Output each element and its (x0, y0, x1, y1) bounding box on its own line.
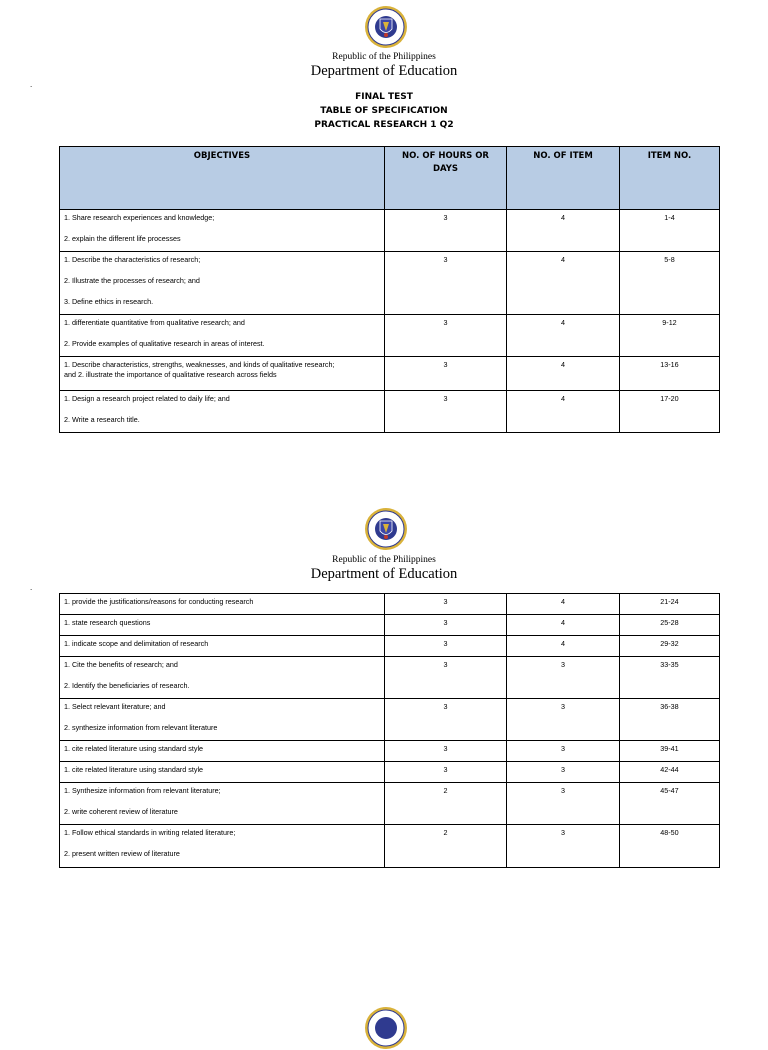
table-row (60, 783, 720, 825)
objective-text: 1. indicate scope and delimitation of research (64, 639, 209, 648)
deped-seal-icon (364, 1006, 408, 1050)
item-no-cell: 25-28 (620, 615, 720, 636)
table-row (60, 391, 720, 433)
table-row (60, 315, 720, 357)
item-no-cell: 29-32 (620, 636, 720, 657)
items-cell: 4 (507, 636, 620, 657)
table-row (60, 762, 720, 783)
hours-cell: 2 (385, 783, 507, 825)
objective-text: 1. state research questions (64, 618, 151, 627)
items-cell: 3 (507, 825, 620, 868)
objectives-cell (60, 594, 385, 615)
hours-cell: 3 (385, 762, 507, 783)
items-cell: 4 (507, 594, 620, 615)
objectives-cell (60, 741, 385, 762)
header-item-no: ITEM NO. (620, 147, 720, 210)
hours-cell: 3 (385, 615, 507, 636)
hours-cell: 3 (385, 741, 507, 762)
item-no-cell: 5-8 (620, 252, 720, 315)
header-items: NO. OF ITEM (507, 147, 620, 210)
objectives-cell (60, 315, 385, 357)
objective-text: 1. Synthesize information from relevant literature; (64, 786, 221, 795)
objectives-cell (60, 615, 385, 636)
specification-table-page-1 (59, 146, 720, 433)
objective-text: 2. present written review of literature (64, 849, 180, 858)
items-cell: 4 (507, 615, 620, 636)
header-objectives: OBJECTIVES (60, 147, 385, 210)
items-cell: 4 (507, 315, 620, 357)
hours-cell: 3 (385, 391, 507, 433)
table-row (60, 210, 720, 252)
items-cell: 4 (507, 252, 620, 315)
hours-cell: 3 (385, 594, 507, 615)
objective-text: 2. explain the different life processes (64, 234, 181, 243)
item-no-cell: 21-24 (620, 594, 720, 615)
objective-text: 1. Select relevant literature; and (64, 702, 166, 711)
title-final-test: FINAL TEST (355, 92, 413, 102)
items-cell: 3 (507, 699, 620, 741)
objectives-cell (60, 783, 385, 825)
table-row (60, 657, 720, 699)
items-cell: 4 (507, 357, 620, 391)
department-title: Department of Education (310, 63, 458, 79)
objective-text: 1. Share research experiences and knowledge; (64, 213, 215, 222)
objective-text: 2. write coherent review of literature (64, 807, 178, 816)
page-marker: . (30, 80, 33, 89)
hours-cell: 3 (385, 636, 507, 657)
deped-seal-icon (364, 5, 408, 49)
table-row (60, 825, 720, 868)
objectives-cell (60, 825, 385, 868)
page-marker: . (30, 583, 33, 592)
title-table-of-specification: TABLE OF SPECIFICATION (320, 106, 448, 116)
table-row (60, 357, 720, 391)
item-no-cell: 42-44 (620, 762, 720, 783)
items-cell: 3 (507, 783, 620, 825)
objectives-cell (60, 252, 385, 315)
document-titles (0, 90, 768, 132)
republic-text: Republic of the Philippines (332, 52, 436, 62)
objectives-cell (60, 657, 385, 699)
items-cell: 3 (507, 762, 620, 783)
hours-cell: 3 (385, 699, 507, 741)
item-no-cell: 17-20 (620, 391, 720, 433)
objective-text: 1. Follow ethical standards in writing related literature; (64, 828, 236, 837)
republic-text: Republic of the Philippines (332, 555, 436, 565)
items-cell: 3 (507, 657, 620, 699)
items-cell: 4 (507, 210, 620, 252)
item-no-cell: 45-47 (620, 783, 720, 825)
items-cell: 4 (507, 391, 620, 433)
hours-cell: 3 (385, 357, 507, 391)
item-no-cell: 39-41 (620, 741, 720, 762)
table-row (60, 594, 720, 615)
objective-text: 1. Design a research project related to daily life; and (64, 394, 230, 403)
objective-text: 2. synthesize information from relevant literature (64, 723, 218, 732)
objective-text: 1. differentiate quantitative from qualitative research; and (64, 318, 245, 327)
department-title: Department of Education (310, 566, 458, 582)
hours-cell: 3 (385, 315, 507, 357)
hours-cell: 3 (385, 657, 507, 699)
objective-text: 2. Illustrate the processes of research; and (64, 276, 200, 285)
objectives-cell (60, 210, 385, 252)
table-row (60, 636, 720, 657)
specification-table-page-2 (59, 593, 720, 868)
item-no-cell: 33-35 (620, 657, 720, 699)
item-no-cell: 13-16 (620, 357, 720, 391)
objectives-cell (60, 391, 385, 433)
hours-cell: 3 (385, 252, 507, 315)
deped-seal-icon (364, 507, 408, 551)
objective-text: and 2. illustrate the importance of qualitative research across fields (64, 370, 277, 379)
objective-text: 1. cite related literature using standard style (64, 744, 204, 753)
item-no-cell: 9-12 (620, 315, 720, 357)
objective-text: 2. Identify the beneficiaries of research. (64, 681, 190, 690)
hours-cell: 3 (385, 210, 507, 252)
objective-text: 3. Define ethics in research. (64, 297, 154, 306)
table-row (60, 741, 720, 762)
objective-text: 1. Cite the benefits of research; and (64, 660, 178, 669)
objectives-cell (60, 699, 385, 741)
table-row (60, 252, 720, 315)
table-row (60, 699, 720, 741)
hours-cell: 2 (385, 825, 507, 868)
table-row (60, 615, 720, 636)
objective-text: 1. Describe characteristics, strengths, weaknesses, and kinds of qualitative research; (64, 360, 335, 369)
objective-text: 1. cite related literature using standard style (64, 765, 204, 774)
items-cell: 3 (507, 741, 620, 762)
header-hours: NO. OF HOURS OR DAYS (385, 147, 507, 210)
objective-text: 1. provide the justifications/reasons for conducting research (64, 597, 254, 606)
item-no-cell: 1-4 (620, 210, 720, 252)
objective-text: 2. Write a research title. (64, 415, 140, 424)
item-no-cell: 48-50 (620, 825, 720, 868)
objectives-cell (60, 636, 385, 657)
objective-text: 1. Describe the characteristics of research; (64, 255, 201, 264)
item-no-cell: 36-38 (620, 699, 720, 741)
objective-text: 2. Provide examples of qualitative research in areas of interest. (64, 339, 265, 348)
objectives-cell (60, 357, 385, 391)
title-course: PRACTICAL RESEARCH 1 Q2 (314, 120, 454, 130)
objectives-cell (60, 762, 385, 783)
